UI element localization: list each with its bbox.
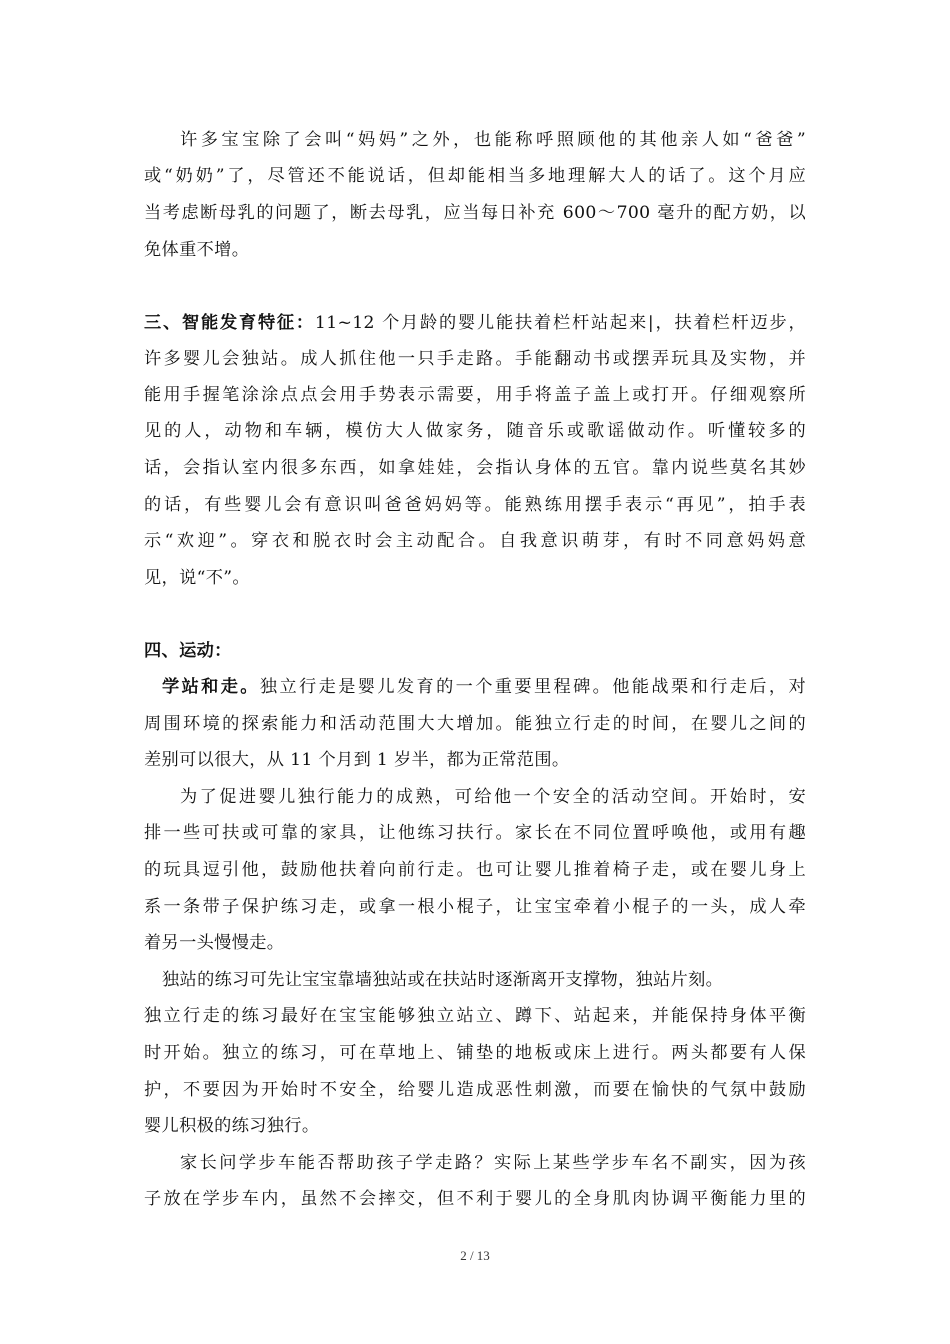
- paragraph-line: 差别可以很大，从 11 个月到 1 岁半，都为正常范围。: [144, 750, 570, 770]
- paragraph-line: 系一条带子保护练习走，或拿一根小棍子，让宝宝牵着小棍子的一头，成人牵: [144, 897, 806, 917]
- paragraph-line: 子放在学步车内，虽然不会摔交，但不利于婴儿的全身肌肉协调平衡能力里的: [144, 1189, 806, 1209]
- paragraph-line: 见的人，动物和车辆，模仿大人做家务，随音乐或歌谣做动作。听懂较多的: [144, 421, 806, 441]
- paragraph-line: 护，不要因为开始时不安全，给婴儿造成恶性刺激，而要在愉快的气氛中鼓励: [144, 1080, 806, 1100]
- paragraph-line: 独立行走的练习最好在宝宝能够独立站立、蹲下、站起来，并能保持身体平衡: [144, 1006, 806, 1026]
- paragraph-line: 婴儿积极的练习独行。: [144, 1116, 320, 1136]
- paragraph-line: 当考虑断母乳的问题了，断去母乳，应当每日补充 600～700 毫升的配方奶，以: [144, 203, 806, 223]
- section-4-first-line: [162, 675, 806, 699]
- paragraph-line: 的话，有些婴儿会有意识叫爸爸妈妈等。能熟练用摆手表示“再见”，拍手表: [144, 495, 806, 515]
- paragraph-line: 周围环境的探索能力和活动范围大大增加。能独立行走的时间，在婴儿之间的: [144, 714, 806, 734]
- paragraph-text: 11~12 个月龄的婴儿能扶着栏杆站起来|，扶着栏杆迈步，: [314, 313, 806, 333]
- paragraph-line: 能用手握笔涂涂点点会用手势表示需要，用手将盖子盖上或打开。仔细观察所: [144, 385, 806, 405]
- paragraph-line: 免体重不增。: [144, 240, 250, 260]
- paragraph-line: 许多宝宝除了会叫“妈妈”之外，也能称呼照顾他的其他亲人如“爸爸”: [180, 130, 806, 150]
- paragraph-text: 独立行走是婴儿发育的一个重要里程碑。他能战栗和行走后，对: [259, 677, 806, 697]
- section-3-first-line: [144, 311, 806, 335]
- section-heading: 四、运动：: [144, 641, 232, 661]
- paragraph-line: 话，会指认室内很多东西，如拿娃娃，会指认身体的五官。靠内说些莫名其妙: [144, 458, 806, 478]
- paragraph-line: 时开始。独立的练习，可在草地上、铺垫的地板或床上进行。两头都要有人保: [144, 1043, 806, 1063]
- paragraph-line: 或“奶奶”了，尽管还不能说话，但却能相当多地理解大人的话了。这个月应: [144, 166, 806, 186]
- paragraph-line: 家长问学步车能否帮助孩子学走路？实际上某些学步车名不副实，因为孩: [180, 1153, 806, 1173]
- paragraph-line: 许多婴儿会独站。成人抓住他一只手走路。手能翻动书或摆弄玩具及实物，并: [144, 349, 806, 369]
- paragraph-line: 示“欢迎”。穿衣和脱衣时会主动配合。自我意识萌芽，有时不同意妈妈意: [144, 531, 806, 551]
- page-number: 2 / 13: [460, 1248, 490, 1263]
- paragraph-line: 为了促进婴儿独行能力的成熟，可给他一个安全的活动空间。开始时，安: [180, 787, 806, 807]
- paragraph-line: 独站的练习可先让宝宝靠墙独站或在扶站时逐渐离开支撑物，独站片刻。: [162, 970, 724, 990]
- paragraph-line: 着另一头慢慢走。: [144, 933, 285, 953]
- paragraph-line: 排一些可扶或可靠的家具，让他练习扶行。家长在不同位置呼唤他，或用有趣: [144, 823, 806, 843]
- paragraph-line: 的玩具逗引他，鼓励他扶着向前行走。也可让婴儿推着椅子走，或在婴儿身上: [144, 860, 806, 880]
- section-heading: 三、智能发育特征：: [144, 313, 315, 333]
- subheading: 学站和走。: [162, 677, 260, 697]
- paragraph-line: 见，说“不”。: [144, 568, 250, 588]
